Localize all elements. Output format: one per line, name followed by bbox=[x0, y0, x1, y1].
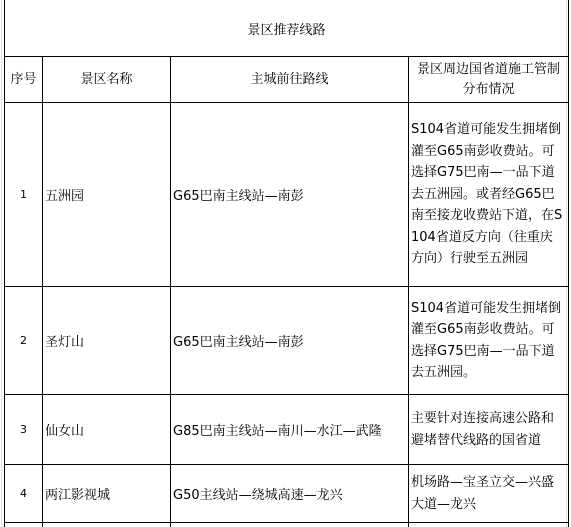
scenic-name: 两江影视城 bbox=[45, 488, 111, 503]
header-name: 景区名称 bbox=[80, 71, 133, 87]
route-text: G65巴南主线站—南彭 bbox=[173, 335, 304, 350]
route-text: G65巴南主线站—南彭 bbox=[173, 189, 304, 204]
row-number: 4 bbox=[20, 487, 27, 500]
scenic-name: 五洲园 bbox=[45, 189, 85, 204]
header-construction: 景区周边国省道施工管制分布情况 bbox=[416, 61, 560, 97]
row-number: 3 bbox=[20, 423, 27, 436]
grid-line-left bbox=[1, 0, 2, 527]
table-title: 景区推荐线路 bbox=[247, 22, 326, 38]
scenic-name: 圣灯山 bbox=[45, 335, 85, 350]
scenic-name: 仙女山 bbox=[45, 424, 85, 439]
border-row4-bottom bbox=[4, 522, 569, 523]
construction-text: 机场路—宝圣立交—兴盛大道—龙兴 bbox=[411, 475, 555, 512]
construction-text: S104省道可能发生拥堵倒灌至G65南彭收费站。可选择G75巴南—一品下道去五洲园。或者经G65巴南至接龙收费站下道，在S104省道反方向（往重庆方向）行驶至五洲园 bbox=[411, 122, 563, 267]
row-number: 2 bbox=[20, 334, 27, 347]
header-no: 序号 bbox=[10, 71, 37, 87]
header-route: 主城前往路线 bbox=[250, 71, 329, 87]
route-text: G85巴南主线站—南川—水江—武隆 bbox=[173, 424, 382, 439]
row-number: 1 bbox=[20, 188, 27, 201]
construction-text: 主要针对连接高速公路和避堵替代线路的国省道 bbox=[411, 411, 555, 448]
route-text: G50主线站—绕城高速—龙兴 bbox=[173, 488, 343, 503]
border-col-right bbox=[568, 0, 569, 527]
construction-text: S104省道可能发生拥堵倒灌至G65南彭收费站。可选择G75巴南—一品下道去五洲园。 bbox=[411, 300, 562, 380]
